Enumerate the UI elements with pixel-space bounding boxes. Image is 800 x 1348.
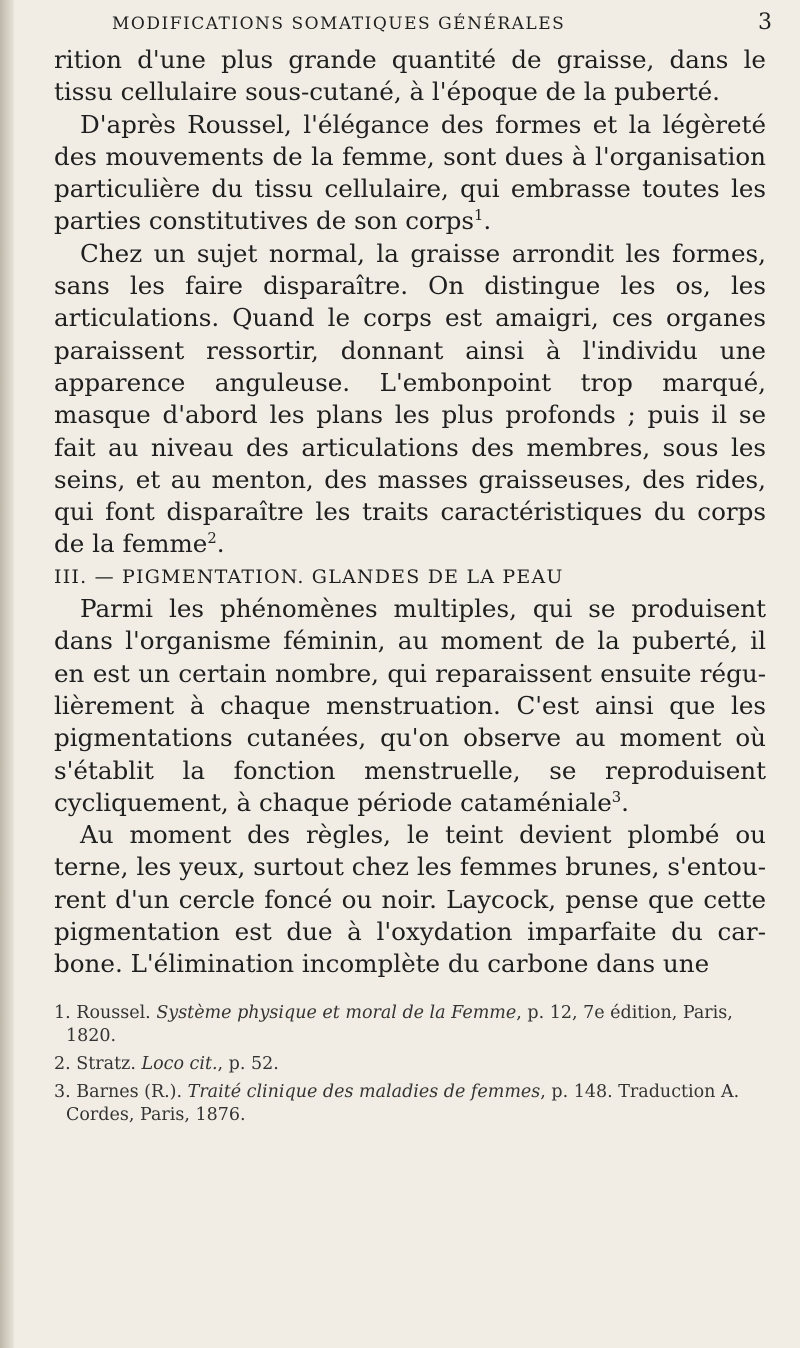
footnote-3 [42,1081,766,1127]
paragraph-text: D'après Roussel, l'élégance des formes et la légèreté des mouvements de la femme, sont dues à l'organisation particulière du tissu cellulaire, qui embrasse toutes les parties constitutives de son corps [54,109,766,236]
footnote-title: Traité clinique des maladies de femmes [187,1082,541,1102]
footnote-ref: 1 [473,207,484,225]
page-number: 3 [758,10,772,35]
paragraph-text: Au moment des règles, le teint devient plombé ou terne, les yeux, surtout chez les femmes brunes, s'entourent d'un cercle foncé ou noir. Laycock, pense que cette pigmentation est due à l'oxydation imparfaite du carbone. L'élimination incomplète du carbone dans une [54,820,766,979]
running-title: MODIFICATIONS SOMATIQUES GÉNÉRALES [112,14,566,34]
paragraph-text: Parmi les phénomènes multiples, qui se produisent dans l'organisme féminin, au moment de la puberté, il en est un certain nombre, qui reparaissent ensuite régulièrement à chaque menstruation. C'est ainsi que les pigmentations cutanées, qu'on observe au moment où s'établit la fonction menstruelle, se reproduisent cycliquement, à chaque période cataméniale [54,594,766,817]
footnote-ref: 2 [207,530,217,548]
footnote-number: 3. [54,1082,71,1102]
footnote-title: Système physique et moral de la Femme [156,1003,517,1023]
paragraph-1 [54,44,766,109]
sentence-end: . [483,206,492,236]
paragraph-3 [54,238,766,561]
paragraph-text: rition d'une plus grande quantité de graisse, dans le tissu cellulaire sous-cutané, à l'époque de la puberté. [54,45,766,107]
body-text [54,44,766,981]
page-binding-edge [0,0,14,1348]
footnote-details: , p. 12, 7e édition, Paris, 1820. [66,1003,733,1046]
section-heading: III. — PIGMENTATION. GLANDES DE LA PEAU [54,565,564,588]
paragraph-4 [54,593,766,819]
footnotes [42,1002,766,1132]
footnote-author: Barnes (R.). [76,1082,188,1102]
page-header [92,4,772,44]
footnote-number: 1. [54,1003,71,1023]
footnote-author: Roussel. [76,1003,157,1023]
footnote-2 [42,1053,766,1076]
paragraph-text: Chez un sujet normal, la graisse arrondit les formes, sans les faire disparaître. On distingue les os, les articulations. Quand le corps est amaigri, ces organes paraissent ressortir, donnant ainsi à l'individu une apparence anguleuse. L'embonpoint trop marqué, masque d'abord les plans les plus profonds ; puis il se fait au niveau des articulations des membres, sous les seins, et au menton, des masses graisseuses, des rides, qui font disparaître les traits caractéristiques du corps de la femme [54,238,766,559]
footnote-details: , p. 52. [217,1054,279,1074]
paragraph-2 [54,109,766,238]
footnote-ref: 3 [611,788,622,806]
footnote-1 [42,1002,766,1048]
footnote-author: Stratz. [76,1054,142,1074]
sentence-end: . [621,787,629,817]
footnote-details: , p. 148. Traduction A. Cordes, Paris, 1876. [66,1082,740,1125]
paragraph-5 [54,819,766,980]
sentence-end: . [216,529,225,559]
footnote-title: Loco cit. [141,1054,218,1074]
footnote-number: 2. [54,1054,71,1074]
